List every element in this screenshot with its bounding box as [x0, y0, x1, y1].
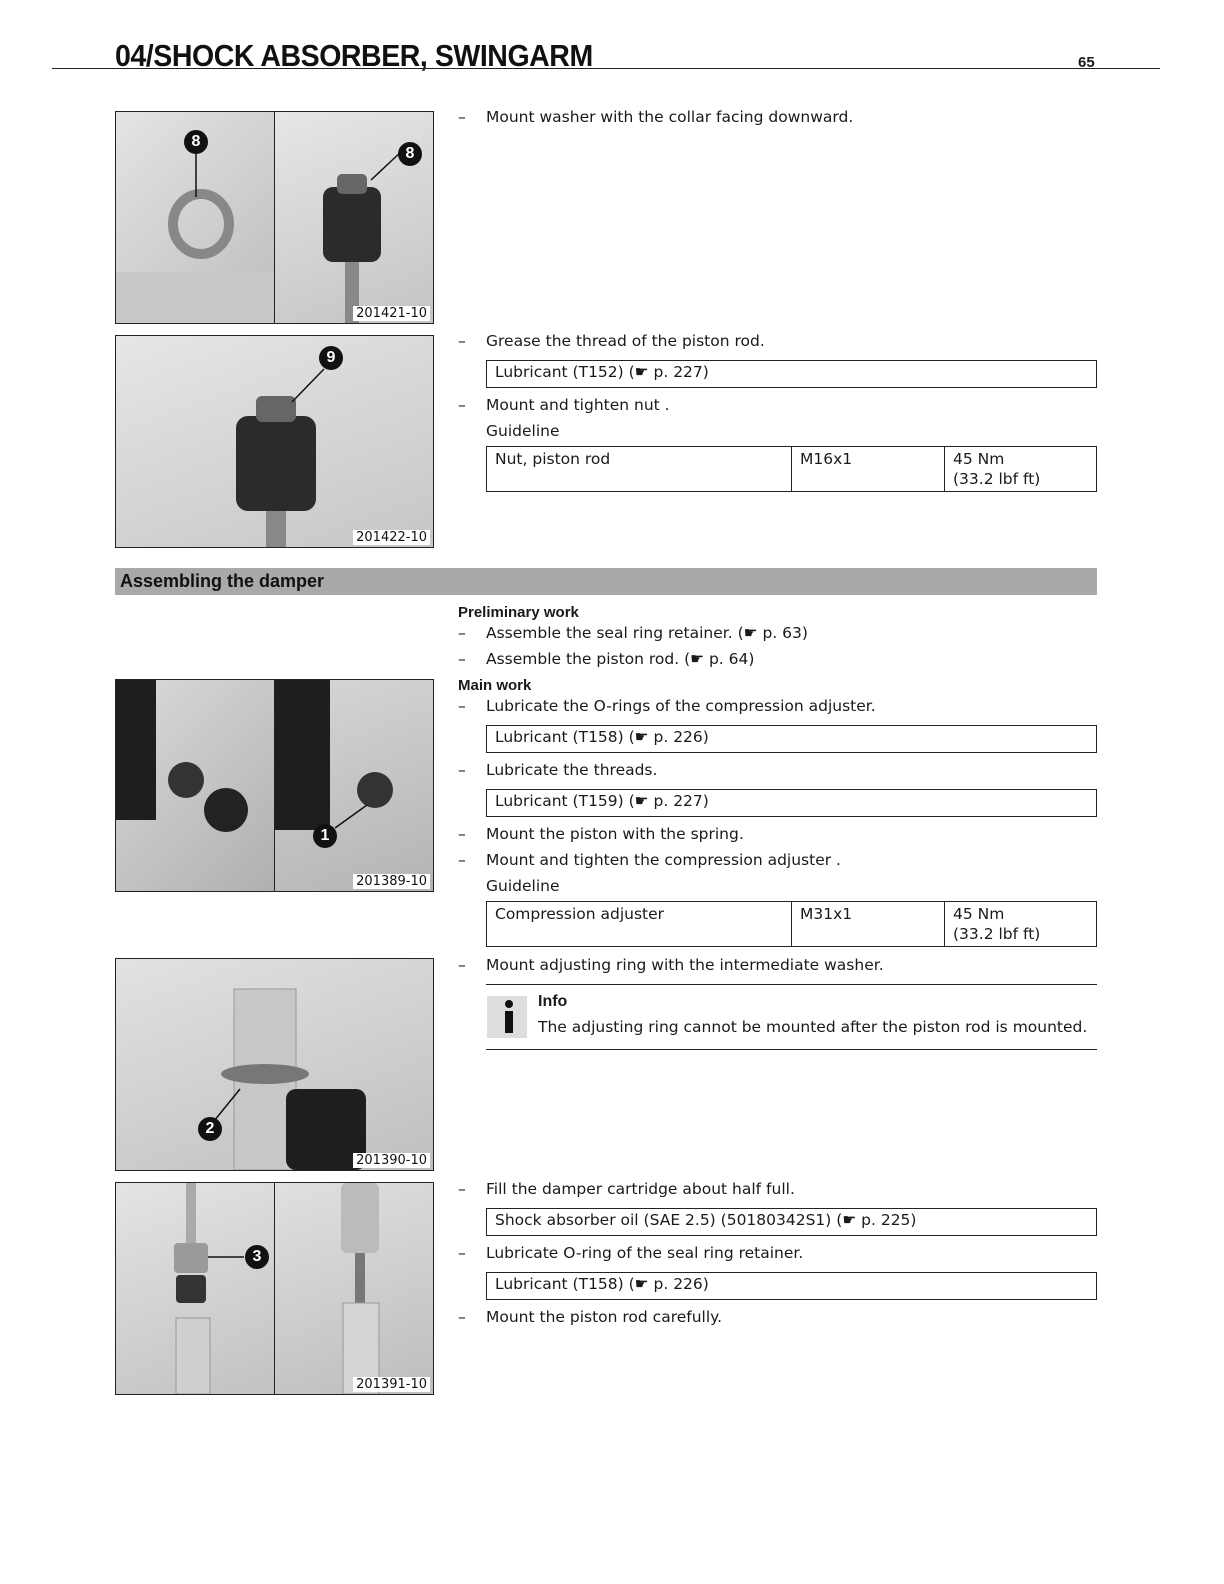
figure-piston-rod [115, 1182, 434, 1395]
main-work-label: Main work [458, 677, 532, 694]
figure-piston-nut [115, 335, 434, 548]
photo-adjuster-hand [116, 680, 274, 891]
step-text: Mount and tighten nut . [486, 396, 670, 414]
step-text: Mount the piston with the spring. [486, 825, 744, 843]
step-dash: – [458, 761, 466, 779]
step-dash: – [458, 396, 466, 414]
oil-box: Shock absorber oil (SAE 2.5) (50180342S1) (☛ p. 225) [486, 1208, 1097, 1236]
step-dash: – [458, 624, 466, 642]
step-dash: – [458, 956, 466, 974]
spec-torque: 45 Nm (33.2 lbf ft) [945, 902, 1097, 947]
photo-seal-ring-retainer [116, 1183, 274, 1394]
piston-nut-illustration [116, 336, 433, 547]
header-rule [52, 68, 1160, 69]
step-text: Lubricate the O-rings of the compression adjuster. [486, 697, 876, 715]
info-rule [486, 1049, 1097, 1050]
callout-8: 8 [184, 130, 208, 154]
step-text: Mount washer with the collar facing downward. [486, 108, 854, 126]
step-dash: – [458, 650, 466, 668]
piston-rod-illustration [275, 1183, 433, 1394]
info-title: Info [538, 993, 568, 1010]
step-dash: – [458, 1244, 466, 1262]
step-dash: – [458, 697, 466, 715]
info-rule [486, 984, 1097, 985]
figure-washer [115, 111, 434, 324]
damper-illustration [275, 680, 433, 891]
callout-3: 3 [245, 1245, 269, 1269]
info-text: The adjusting ring cannot be mounted after the piston rod is mounted. [538, 1018, 1088, 1036]
photo-piston-rod-insert [275, 1183, 433, 1394]
guideline-label: Guideline [486, 422, 560, 440]
lubricant-box: Lubricant (T159) (☛ p. 227) [486, 789, 1097, 817]
step-text: Mount the piston rod carefully. [486, 1308, 723, 1326]
page-number: 65 [1078, 54, 1095, 71]
table-row [487, 447, 1097, 492]
figure-compression-adjuster [115, 679, 434, 892]
figure-id: 201421-10 [353, 306, 430, 321]
photo-adjuster-mounted [275, 680, 433, 891]
figure-id: 201422-10 [353, 530, 430, 545]
step-dash: – [458, 1308, 466, 1326]
lubricant-box: Lubricant (T152) (☛ p. 227) [486, 360, 1097, 388]
step-text: Mount adjusting ring with the intermediate washer. [486, 956, 884, 974]
spec-thread: M16x1 [792, 447, 945, 492]
preliminary-work-label: Preliminary work [458, 604, 579, 621]
spec-table-adjuster [486, 901, 1097, 947]
figure-adjusting-ring [115, 958, 434, 1171]
step-dash: – [458, 825, 466, 843]
section-title: Assembling the damper [120, 571, 325, 591]
table-row [487, 902, 1097, 947]
step-dash: – [458, 851, 466, 869]
lubricant-box: Lubricant (T158) (☛ p. 226) [486, 1272, 1097, 1300]
photo-washer-mounted [275, 112, 433, 323]
adjusting-ring-illustration [116, 959, 433, 1170]
step-text: Lubricate the threads. [486, 761, 658, 779]
callout-2: 2 [198, 1117, 222, 1141]
spec-name: Compression adjuster [487, 902, 792, 947]
spec-table-nut [486, 446, 1097, 492]
photo-washer-hand [116, 112, 274, 323]
step-dash: – [458, 332, 466, 350]
guideline-label: Guideline [486, 877, 560, 895]
lubricant-box: Lubricant (T158) (☛ p. 226) [486, 725, 1097, 753]
spec-torque: 45 Nm (33.2 lbf ft) [945, 447, 1097, 492]
step-text: Mount and tighten the compression adjuster . [486, 851, 841, 869]
callout-8: 8 [398, 142, 422, 166]
callout-9: 9 [319, 346, 343, 370]
figure-id: 201390-10 [353, 1153, 430, 1168]
step-text: Assemble the piston rod. (☛ p. 64) [486, 650, 755, 668]
retainer-illustration [116, 1183, 274, 1394]
step-text: Assemble the seal ring retainer. (☛ p. 63) [486, 624, 808, 642]
step-text: Grease the thread of the piston rod. [486, 332, 765, 350]
step-dash: – [458, 1180, 466, 1198]
page-title: 04/SHOCK ABSORBER, SWINGARM [115, 38, 593, 73]
damper-illustration [116, 680, 274, 891]
step-text: Fill the damper cartridge about half full. [486, 1180, 795, 1198]
step-text: Lubricate O-ring of the seal ring retainer. [486, 1244, 804, 1262]
info-icon [487, 996, 527, 1038]
spec-name: Nut, piston rod [487, 447, 792, 492]
step-dash: – [458, 108, 466, 126]
callout-1: 1 [313, 824, 337, 848]
figure-id: 201391-10 [353, 1377, 430, 1392]
spec-thread: M31x1 [792, 902, 945, 947]
figure-id: 201389-10 [353, 874, 430, 889]
